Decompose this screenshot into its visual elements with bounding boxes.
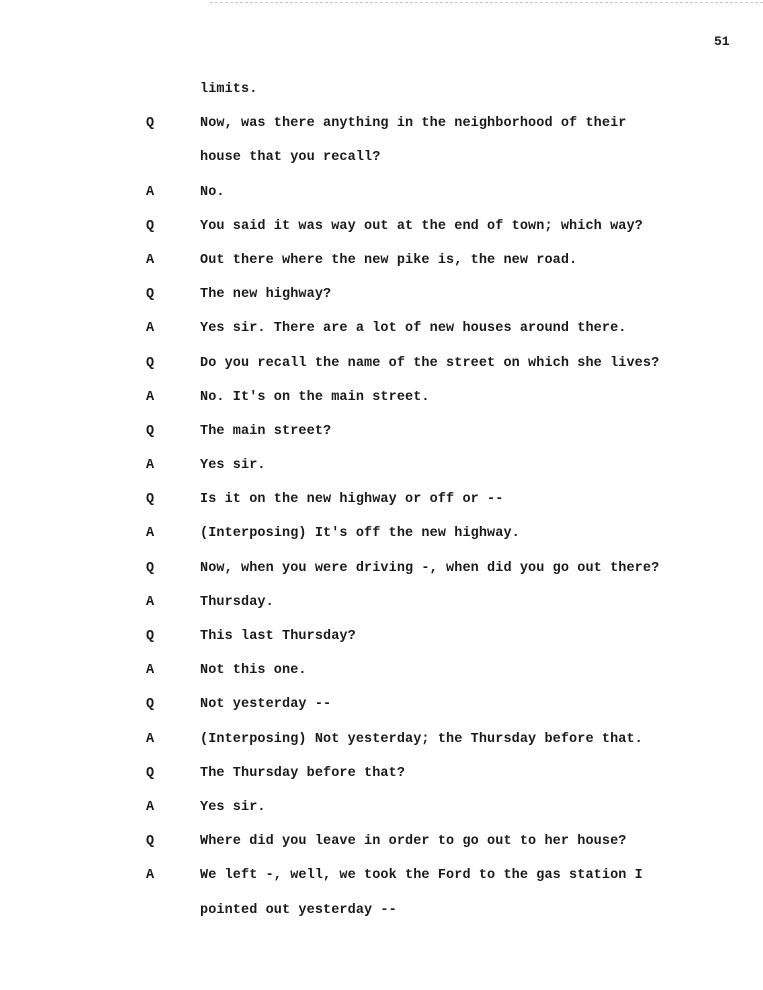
transcript-line <box>0 319 763 353</box>
transcript-line <box>0 866 763 900</box>
transcript-line <box>0 285 763 319</box>
line-text: Thursday. <box>200 594 274 610</box>
line-text: Where did you leave in order to go out to her house? <box>200 834 627 850</box>
line-text: Not this one. <box>200 663 307 679</box>
speaker-label: Q <box>146 629 155 644</box>
line-text: limits. <box>200 82 258 97</box>
transcript-line <box>0 183 763 217</box>
transcript-line <box>0 798 763 832</box>
speaker-label: Q <box>146 834 155 850</box>
speaker-label: A <box>146 594 155 610</box>
speaker-label: Q <box>146 560 155 576</box>
line-text: No. <box>200 184 225 200</box>
transcript-line <box>0 661 763 695</box>
transcript-line <box>0 251 763 285</box>
line-text: No. It's on the main street. <box>200 389 430 405</box>
speaker-label: A <box>146 868 155 884</box>
line-text: house that you recall? <box>200 150 381 166</box>
speaker-label: A <box>146 389 155 405</box>
line-text: Is it on the new highway or off or -- <box>200 492 504 508</box>
line-text: Yes sir. <box>200 799 266 815</box>
transcript-line <box>0 901 763 935</box>
line-text: You said it was way out at the end of town; which way? <box>200 218 643 234</box>
speaker-label: Q <box>146 492 155 508</box>
speaker-label: Q <box>146 218 155 234</box>
line-text: (Interposing) Not yesterday; the Thursday before that. <box>200 731 643 747</box>
line-text: Do you recall the name of the street on which she lives? <box>200 355 660 371</box>
line-text: pointed out yesterday -- <box>200 902 397 918</box>
transcript-line <box>0 217 763 251</box>
line-text: Now, when you were driving -, when did you go out there? <box>200 560 660 576</box>
speaker-label: A <box>146 458 155 474</box>
transcript-line <box>0 764 763 798</box>
speaker-label: A <box>146 184 155 200</box>
line-text: Now, was there anything in the neighborhood of their <box>200 116 627 132</box>
speaker-label: A <box>146 252 155 268</box>
line-text: We left -, well, we took the Ford to the gas station I <box>200 868 643 884</box>
line-text: The new highway? <box>200 287 332 303</box>
line-text: Yes sir. There are a lot of new houses around there. <box>200 321 627 337</box>
speaker-label: Q <box>146 116 155 132</box>
page-number: 51 <box>714 34 730 49</box>
transcript-line <box>0 832 763 866</box>
line-text: Yes sir. <box>200 458 266 474</box>
line-text: The main street? <box>200 423 332 439</box>
transcript-line <box>0 695 763 729</box>
speaker-label: Q <box>146 697 155 713</box>
line-text: The Thursday before that? <box>200 765 406 781</box>
speaker-label: Q <box>146 423 155 439</box>
speaker-label: A <box>146 321 155 337</box>
transcript-line <box>0 148 763 182</box>
transcript-line <box>0 422 763 456</box>
line-text: (Interposing) It's off the new highway. <box>200 526 520 542</box>
transcript-line <box>0 593 763 627</box>
transcript-line <box>0 559 763 593</box>
speaker-label: A <box>146 799 155 815</box>
speaker-label: Q <box>146 765 155 781</box>
transcript-line <box>0 80 763 114</box>
speaker-label: A <box>146 526 155 542</box>
transcript-body <box>0 80 763 935</box>
transcript-line <box>0 627 763 661</box>
transcript-line <box>0 354 763 388</box>
top-dashed-rule <box>210 2 763 3</box>
transcript-line <box>0 388 763 422</box>
transcript-line <box>0 730 763 764</box>
speaker-label: Q <box>146 355 155 371</box>
speaker-label: Q <box>146 287 155 303</box>
transcript-line <box>0 114 763 148</box>
transcript-line <box>0 456 763 490</box>
transcript-line <box>0 490 763 524</box>
speaker-label: A <box>146 731 155 747</box>
speaker-label: A <box>146 663 155 679</box>
line-text: Not yesterday -- <box>200 697 332 713</box>
line-text: Out there where the new pike is, the new road. <box>200 252 578 268</box>
line-text: This last Thursday? <box>200 629 356 644</box>
transcript-line <box>0 524 763 558</box>
